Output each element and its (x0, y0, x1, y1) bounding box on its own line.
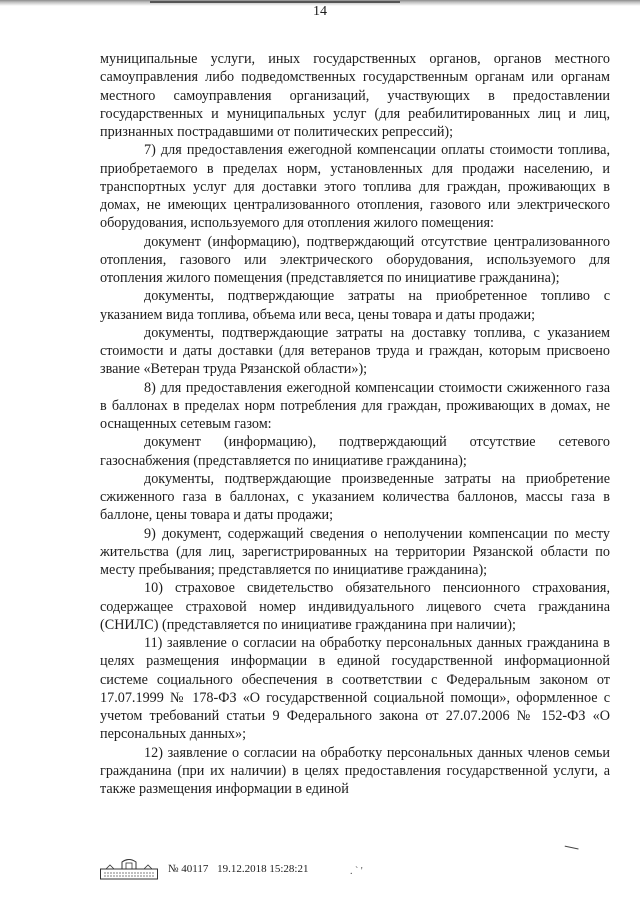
document-body (100, 50, 610, 798)
scan-mark (563, 846, 578, 856)
scan-ticks: . ` ' (350, 866, 363, 877)
paragraph: документ (информацию), подтверждающий отсутствие централизованного отопления, газового или электрического оборудования, используемого для отопления жилого помещения (представляется по инициативе гражданина); (100, 233, 610, 286)
paragraph: документы, подтверждающие произведенные затраты на приобретение сжиженного газа в баллонах, с указанием количества баллонов, массы газа в баллоне, цены товара и даты продажи; (100, 470, 610, 524)
paragraph: муниципальные услуги, иных государственных органов, органов местного самоуправления либо подведомственных государственным органам или органам местного самоуправления организаций, участвующих в предоставлении государственных и муниципальных услуг (для реабилитированных лиц и лиц, признанных пострадавшими от политических репрессий); (100, 51, 610, 140)
document-registration (168, 863, 314, 876)
paragraph: 12) заявление о согласии на обработку персональных данных членов семьи гражданина (при их наличии) в целях предоставления государственной услуги, а также размещения информации в единой (100, 744, 610, 797)
paragraph: документ (информацию), подтверждающий отсутствие сетевого газоснабжения (представляется по инициативе гражданина); (100, 434, 610, 469)
page-number: 14 (313, 4, 327, 19)
document-footer (100, 858, 610, 882)
paragraph: 10) страховое свидетельство обязательного пенсионного страхования, содержащее страховой номер индивидуального лицевого счета гражданина (СНИЛС) (представляется по инициативе гражданина при наличии); (100, 580, 610, 633)
paragraph: документы, подтверждающие затраты на приобретенное топливо с указанием вида топлива, объема или веса, цены товара и даты продажи; (100, 288, 610, 323)
paragraph: 8) для предоставления ежегодной компенсации стоимости сжиженного газа в баллонах в пределах норм потребления для граждан, проживающих в домах, не оснащенных сетевым газом: (100, 379, 610, 432)
registry-stamp-icon (100, 858, 158, 880)
paragraph: 9) документ, содержащий сведения о неполучении компенсации по месту жительства (для лиц, зарегистрированных на территории Рязанской области по месту пребывания; представляется по инициативе гражданина); (100, 525, 610, 578)
paragraph: 7) для предоставления ежегодной компенсации оплаты стоимости топлива, приобретаемого в пределах норм, установленных для продажи населению, и транспортных услуг для доставки этого топлива для граждан, проживающих в домах, не имеющих централизованного отопления, газового или электрического оборудования, используемого для отопления жилого помещения: (100, 142, 610, 232)
registration-number: № 40117 (168, 863, 209, 875)
registration-datetime: 19.12.2018 15:28:21 (217, 863, 309, 875)
paragraph: 11) заявление о согласии на обработку персональных данных гражданина в целях размещения информации в единой государственной информационной системе социального обеспечения в соответствии с Федеральным законом от 17.07.1999 № 178-ФЗ «О государственной социальной помощи», оформленное с учетом требований статьи 9 Федерального закона от 27.07.2006 № 152-ФЗ «О персональных данных»; (100, 635, 610, 743)
paragraph: документы, подтверждающие затраты на доставку топлива, с указанием стоимости и даты доставки (для ветеранов труда и граждан, которым присвоено звание «Ветеран труда Рязанской области»); (100, 324, 610, 378)
